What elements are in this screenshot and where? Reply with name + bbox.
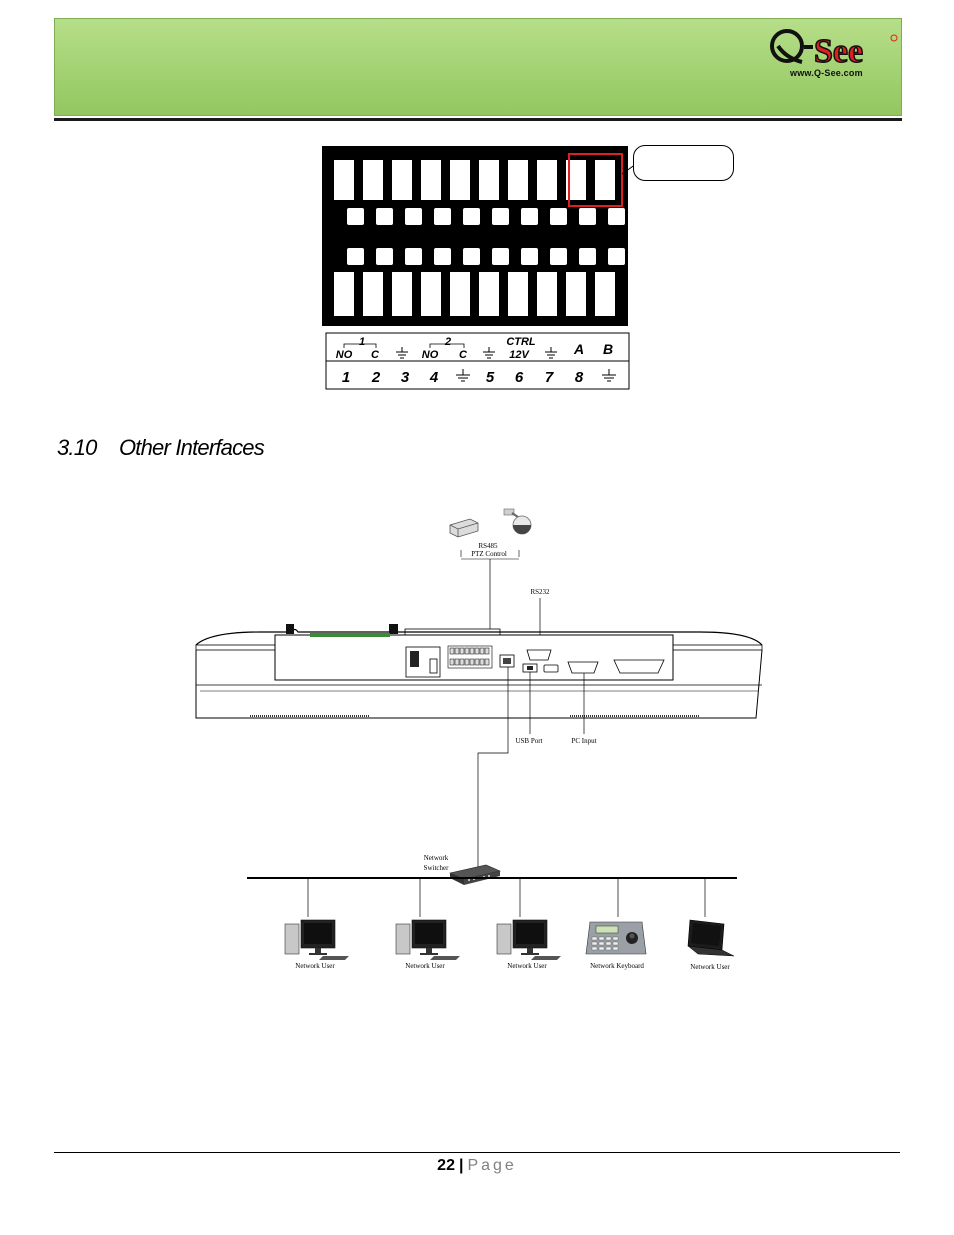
other-interfaces-diagram xyxy=(190,505,770,980)
ptz-control-label: PTZ Control xyxy=(471,550,507,558)
terminal-bottom-slot xyxy=(392,272,412,316)
terminal-square-slot xyxy=(579,208,596,225)
section-number: 3.10 xyxy=(57,435,97,460)
terminal-square-slot xyxy=(434,208,451,225)
desktop-computer-icon xyxy=(285,920,349,960)
terminal-square-slot xyxy=(405,208,422,225)
rs485-a-label: A xyxy=(573,341,585,357)
laptop-icon xyxy=(688,920,734,956)
page-label: Page xyxy=(467,1157,517,1174)
terminal-top-slot xyxy=(421,160,441,200)
ptz-dome-camera-icon xyxy=(504,509,531,534)
network-switcher-icon xyxy=(450,865,500,885)
terminal-square-slot xyxy=(347,208,364,225)
terminal-square-slot xyxy=(405,248,422,265)
client-label-5: Network User xyxy=(690,963,730,971)
terminal-top-slot xyxy=(479,160,499,200)
terminal-number-4: 4 xyxy=(429,369,439,386)
page-footer xyxy=(0,1157,954,1175)
terminal-square-slot xyxy=(463,248,480,265)
terminal-square-slot xyxy=(521,248,538,265)
terminal-square-slot xyxy=(550,248,567,265)
rs485-label: RS485 xyxy=(478,542,498,550)
terminal-number-2: 2 xyxy=(371,369,381,386)
terminal-square-slot xyxy=(347,248,364,265)
terminal-bottom-slot xyxy=(508,272,528,316)
terminal-square-slot xyxy=(608,208,625,225)
ctrl-label: CTRL xyxy=(506,336,536,348)
relay1-no-label: NO xyxy=(335,349,353,361)
page-number: 22 xyxy=(437,1157,455,1174)
terminal-number-5: 5 xyxy=(485,369,495,386)
terminal-bottom-slot xyxy=(479,272,499,316)
terminal-number-7: 7 xyxy=(544,369,554,386)
terminal-top-slot xyxy=(508,160,528,200)
relay2-c-label: C xyxy=(459,349,467,361)
terminal-square-slot xyxy=(463,208,480,225)
terminal-square-slot xyxy=(608,248,625,265)
relay2-group-label: 2 xyxy=(444,336,452,348)
logo-url: www.Q-See.com xyxy=(790,68,863,78)
svg-text:See: See xyxy=(814,33,864,70)
relay2-no-label: NO xyxy=(421,349,439,361)
rs485-b-label: B xyxy=(602,341,614,357)
network-connector-line xyxy=(478,667,508,870)
terminal-bottom-slot xyxy=(363,272,383,316)
terminal-bottom-slot xyxy=(566,272,586,316)
desktop-computer-icon xyxy=(497,920,561,960)
monitor-rear-panel xyxy=(196,624,762,718)
network-switcher-label-1: Network xyxy=(423,854,449,862)
terminal-top-slot xyxy=(363,160,383,200)
terminal-top-slot xyxy=(334,160,354,200)
ptz-keyboard-icon xyxy=(586,922,646,954)
section-heading xyxy=(57,435,264,461)
client-label-2: Network User xyxy=(405,962,445,970)
ctrl-voltage-label: 12V xyxy=(509,349,529,361)
client-label-1: Network User xyxy=(295,962,335,970)
section-title: Other Interfaces xyxy=(119,435,264,460)
terminal-top-slot xyxy=(595,160,615,200)
terminal-top-slot xyxy=(537,160,557,200)
terminal-square-slot xyxy=(579,248,596,265)
terminal-bottom-slot xyxy=(595,272,615,316)
network-switcher-label-2: Switcher xyxy=(423,864,449,872)
callout-box xyxy=(633,145,734,181)
pc-input-label: PC Input xyxy=(571,737,597,745)
terminal-square-slot xyxy=(434,248,451,265)
terminal-number-8: 8 xyxy=(574,369,584,386)
terminal-bottom-slot xyxy=(450,272,470,316)
terminal-square-slot xyxy=(376,248,393,265)
rs232-label: RS232 xyxy=(530,588,550,596)
header-rule xyxy=(54,118,902,121)
ptz-decoder-icon xyxy=(450,519,478,537)
terminal-number-6: 6 xyxy=(514,369,524,386)
desktop-computer-icon xyxy=(396,920,460,960)
usb-port-label: USB Port xyxy=(515,737,543,745)
relay1-c-label: C xyxy=(371,349,379,361)
terminal-square-slot xyxy=(376,208,393,225)
footer-separator: | xyxy=(458,1157,464,1174)
client-label-3: Network User xyxy=(507,962,547,970)
terminal-square-slot xyxy=(521,208,538,225)
relay1-group-label: 1 xyxy=(358,336,366,348)
terminal-square-slot xyxy=(492,208,509,225)
terminal-top-slot xyxy=(392,160,412,200)
client-label-4: Network Keyboard xyxy=(590,962,644,970)
terminal-number-1: 1 xyxy=(341,369,351,386)
terminal-bottom-slot xyxy=(421,272,441,316)
terminal-bottom-slot xyxy=(334,272,354,316)
terminal-square-slot xyxy=(492,248,509,265)
terminal-number-3: 3 xyxy=(400,369,410,386)
terminal-bottom-slot xyxy=(537,272,557,316)
footer-rule xyxy=(54,1152,900,1153)
terminal-square-slot xyxy=(550,208,567,225)
terminal-top-slot xyxy=(450,160,470,200)
